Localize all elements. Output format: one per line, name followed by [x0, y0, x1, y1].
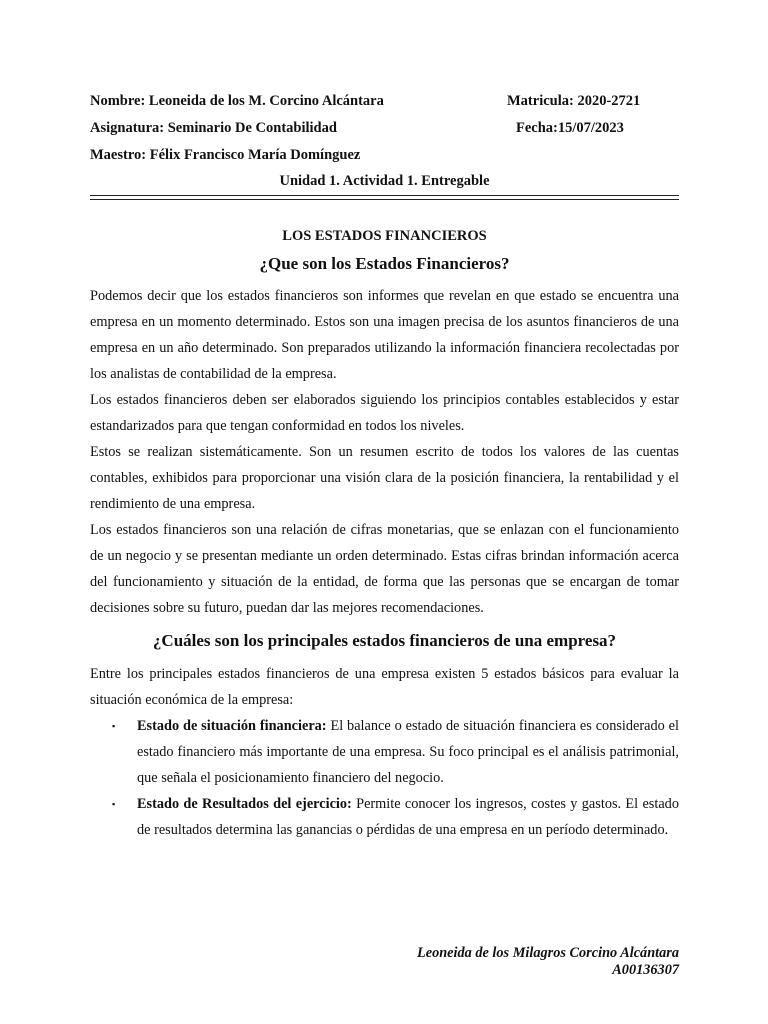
- list-item-text: El balance o estado de situación financiera es considerado el estado financiero más importante de una empresa. Su foco principal es el análisis patrimonial, que señala el posicionamiento financiero del negocio.: [137, 718, 679, 786]
- footer-signature: [417, 945, 679, 979]
- list-item: [90, 791, 679, 843]
- document-title: LOS ESTADOS FINANCIEROS: [282, 228, 487, 244]
- date: Fecha:15/07/2023: [516, 120, 624, 136]
- section-2-intro: [90, 661, 679, 713]
- bullet-icon: ▪: [112, 799, 116, 809]
- bullet-icon: ▪: [112, 721, 116, 731]
- list-item: [90, 713, 679, 791]
- unit-label: Unidad 1. Actividad 1. Entregable: [279, 173, 490, 189]
- section-heading-2: ¿Cuáles son los principales estados financieros de una empresa?: [152, 631, 617, 650]
- statements-list: [90, 713, 679, 843]
- teacher: Maestro: Félix Francisco María Domínguez: [90, 147, 361, 163]
- divider-top: [90, 195, 679, 196]
- subject: Asignatura: Seminario De Contabilidad: [90, 120, 337, 136]
- section-heading-1: ¿Que son los Estados Financieros?: [259, 254, 510, 273]
- divider-bottom: [90, 199, 679, 200]
- paragraph: Podemos decir que los estados financieros son informes que revelan en que estado se encuentra una empresa en un momento determinado. Estos son una imagen precisa de los asuntos financieros de una empresa en un año determinado. Son preparados utilizando la información financiera recolectadas por los analistas de contabilidad de la empresa.: [90, 288, 679, 382]
- paragraph: Los estados financieros deben ser elaborados siguiendo los principios contables establecidos y estar estandarizados para que tengan conformidad en todos los niveles.: [90, 392, 679, 434]
- student-id: Matricula: 2020-2721: [507, 93, 641, 109]
- paragraph: Estos se realizan sistemáticamente. Son un resumen escrito de todos los valores de las cuentas contables, exhibidos para proporcionar una visión clara de la posición financiera, la rentabilidad y el rendimiento de una empresa.: [90, 444, 679, 512]
- footer-id: A00136307: [612, 962, 679, 978]
- list-item-text: Permite conocer los ingresos, costes y gastos. El estado de resultados determina las ganancias o pérdidas de una empresa en un período determinado.: [137, 796, 679, 838]
- list-item-term: Estado de situación financiera:: [137, 718, 327, 734]
- footer-name: Leoneida de los Milagros Corcino Alcántara: [417, 945, 679, 961]
- paragraph: Los estados financieros son una relación de cifras monetarias, que se enlazan con el funcionamiento de un negocio y se presentan mediante un orden determinado. Estas cifras brindan información acerca del funcionamiento y situación de la entidad, de forma que las personas que se encargan de tomar decisiones sobre su futuro, puedan dar las mejores recomendaciones.: [90, 522, 679, 616]
- section-1-body: [90, 283, 679, 621]
- paragraph: Entre los principales estados financieros de una empresa existen 5 estados básicos para evaluar la situación económica de la empresa:: [90, 666, 679, 708]
- list-item-term: Estado de Resultados del ejercicio:: [137, 796, 352, 812]
- student-name: Nombre: Leoneida de los M. Corcino Alcántara: [90, 93, 384, 109]
